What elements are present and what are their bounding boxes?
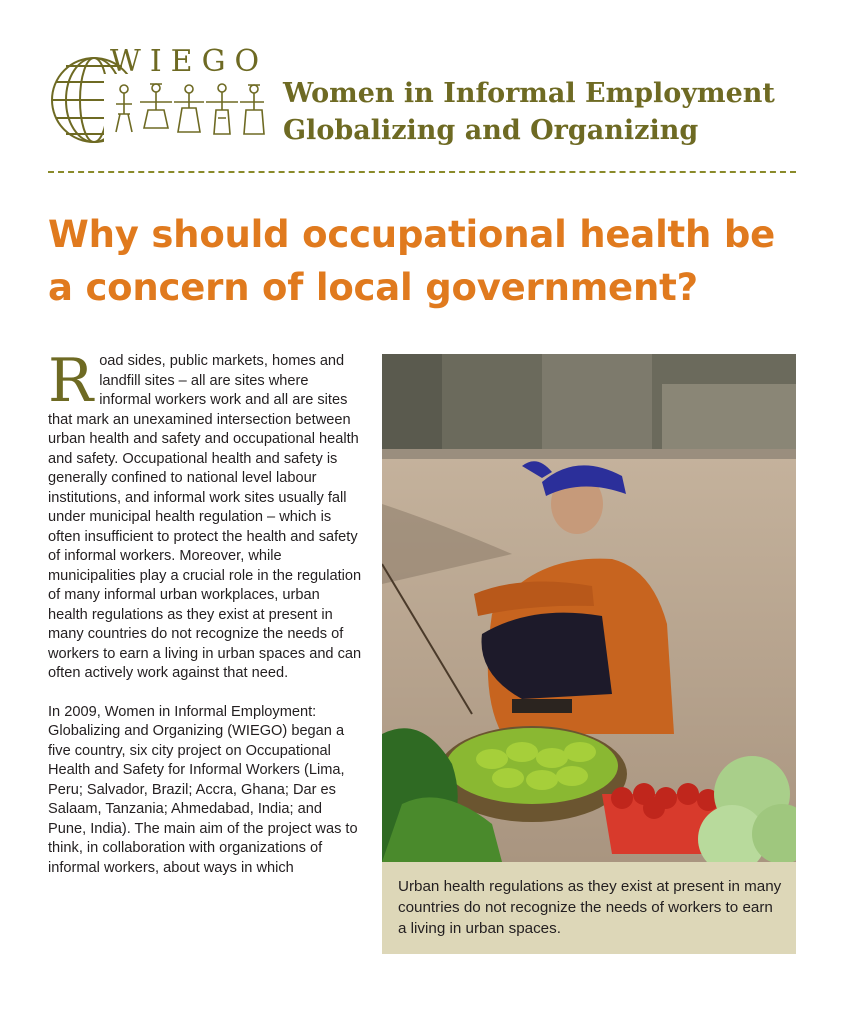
paragraph-1 xyxy=(48,346,362,684)
photo-caption: Urban health regulations as they exist at present in many countries do not recognize the needs of workers to earn a living in urban spaces. xyxy=(382,862,796,954)
header-divider xyxy=(48,171,796,173)
page-title xyxy=(48,208,808,314)
paragraph-2: In 2009, Women in Informal Employment: Globalizing and Organizing (WIEGO) began a five country, six city project on Occupational Health and Safety for Informal Workers (Lima, Peru; Salvador, Brazil; Accra, Ghana; Dar es Salaam, Tanzania; Ahmedabad, India; and Pune, India). The main aim of the project was to think, in collaboration with organizations of informal workers, about ways in which xyxy=(48,703,358,876)
paragraph-1-text: oad sides, public markets, homes and landfill sites – all are sites where informal workers work and all are sites that mark an unexamined intersection between urban health and safety and occupational health and safety. Occupational health and safety is generally confined to national level labour institutions, and informal work sites usually fall under municipal health regulation – which is often insufficient to protect the health and safety of informal workers. Moreover, while municipalities play a crucial role in the regulation of many informal urban workplaces, urban health regulations as they exist at present in many countries do not recognize the needs of workers to earn a living in urban spaces and can often actively work against that need. xyxy=(48,353,362,681)
drop-cap: R xyxy=(48,346,94,416)
tagline-line-1: Women in Informal Employment xyxy=(283,78,775,109)
title-line-1: Why should occupational health be xyxy=(48,213,776,256)
body-text xyxy=(48,346,362,878)
street-vendor-photo xyxy=(382,354,796,862)
wiego-logo xyxy=(46,44,276,152)
tagline-line-2: Globalizing and Organizing xyxy=(283,115,699,146)
title-line-2: a concern of local government? xyxy=(48,266,698,309)
org-tagline xyxy=(283,75,775,149)
org-name: WIEGO xyxy=(110,44,269,79)
